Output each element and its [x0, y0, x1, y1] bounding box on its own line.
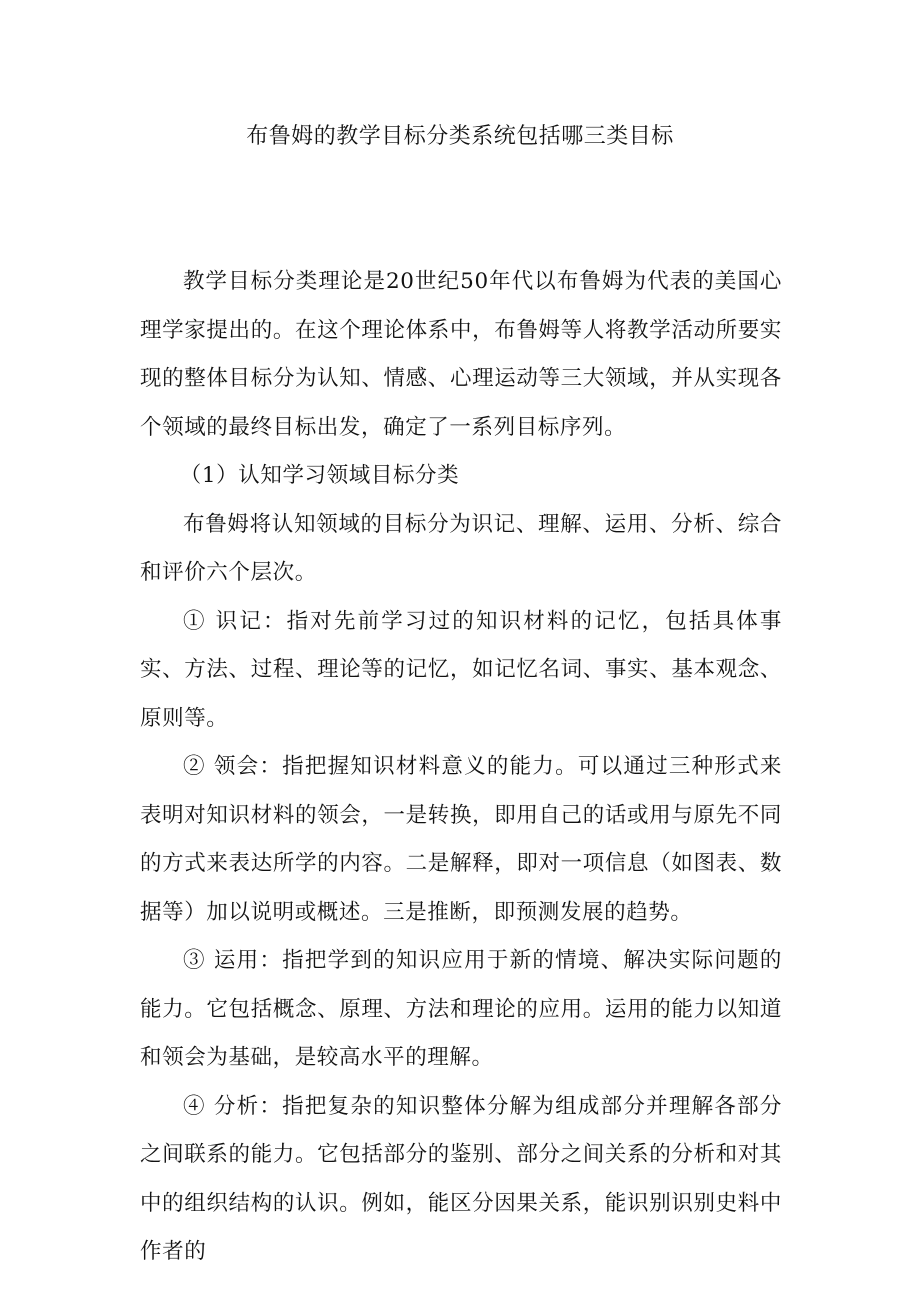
cognitive-levels-paragraph: 布鲁姆将认知领域的目标分为识记、理解、运用、分析、综合和评价六个层次。 — [140, 511, 782, 585]
document-title: 布鲁姆的教学目标分类系统包括哪三类目标 — [246, 124, 674, 149]
document-body — [140, 258, 782, 1277]
level-remember-paragraph: ① 识记：指对先前学习过的知识材料的记忆，包括具体事实、方法、过程、理论等的记忆，如记忆名词、事实、基本观念、原则等。 — [140, 608, 782, 731]
section-heading-cognitive: （1）认知学习领域目标分类 — [179, 463, 460, 488]
level-comprehend-paragraph: ② 领会：指把握知识材料意义的能力。可以通过三种形式来表明对知识材料的领会，一是转换，即用自己的话或用与原先不同的方式来表达所学的内容。二是解释，即对一项信息（如图表、数据等）加以说明或概述。三是推断，即预测发展的趋势。 — [140, 754, 782, 925]
level-analyze-paragraph: ④ 分析：指把复杂的知识整体分解为组成部分并理解各部分之间联系的能力。它包括部分的鉴别、部分之间关系的分析和对其中的组织结构的认识。例如，能区分因果关系，能识别识别史料中作者的 — [140, 1093, 782, 1264]
level-apply-paragraph: ③ 运用：指把学到的知识应用于新的情境、解决实际问题的能力。它包括概念、原理、方法和理论的应用。运用的能力以知道和领会为基础，是较高水平的理解。 — [140, 948, 782, 1070]
intro-paragraph: 教学目标分类理论是20世纪50年代以布鲁姆为代表的美国心理学家提出的。在这个理论体系中，布鲁姆等人将教学活动所要实现的整体目标分为认知、情感、心理运动等三大领域，并从实现各个领域的最终目标出发，确定了一系列目标序列。 — [140, 269, 782, 440]
